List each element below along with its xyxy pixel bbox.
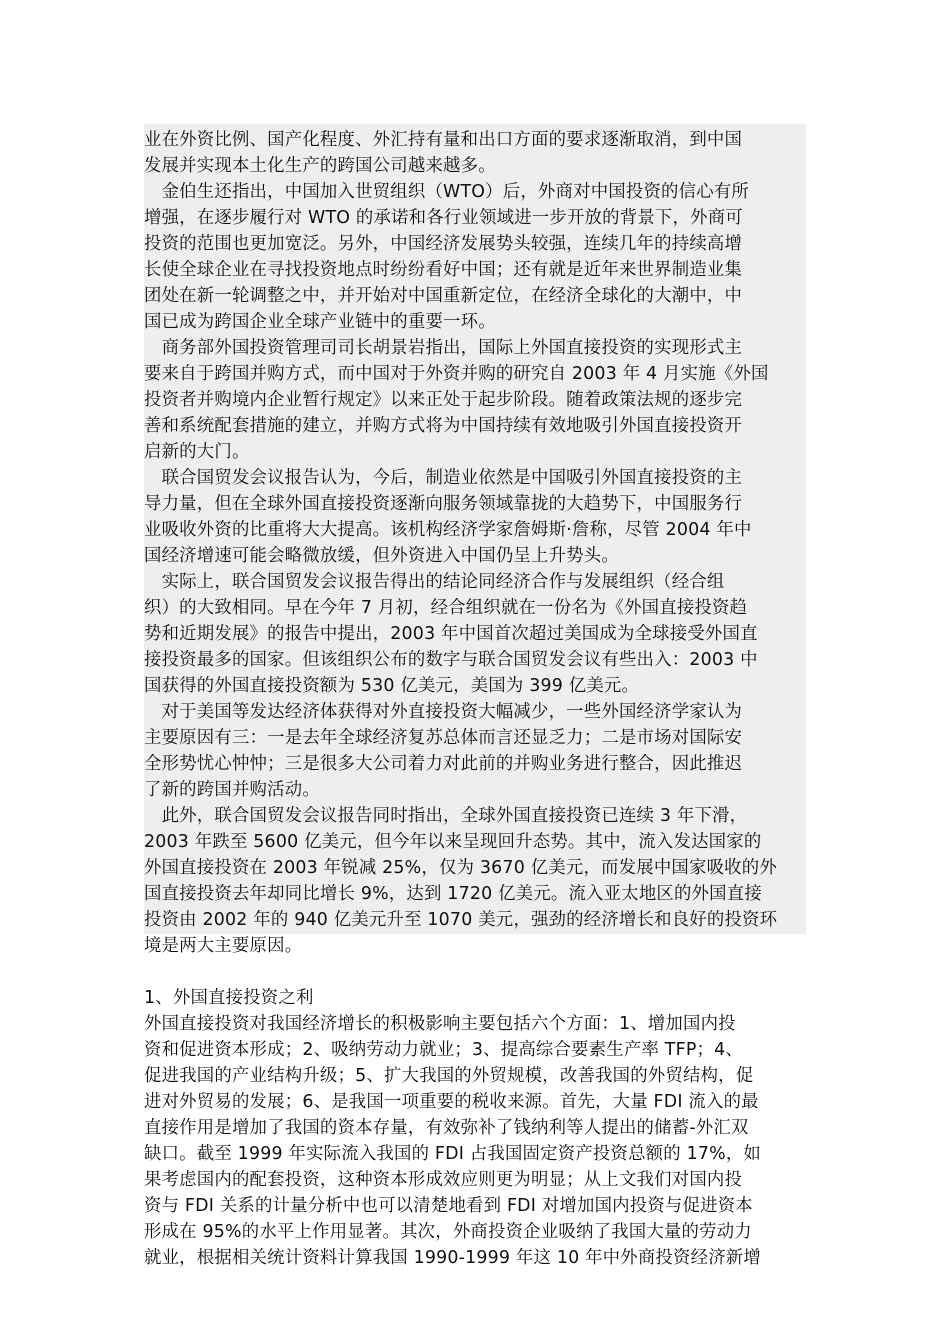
text-line: 投资者并购境内企业暂行规定》以来正处于起步阶段。随着政策法规的逐步完 (144, 390, 743, 410)
text-line: 实际上，联合国贸发会议报告得出的结论同经济合作与发展组织（经合组 (144, 572, 725, 592)
text-line: 主要原因有三：一是去年全球经济复苏总体而言还显乏力；二是市场对国际安 (144, 728, 743, 748)
text-line: 进对外贸易的发展；6、是我国一项重要的税收来源。首先，大量 FDI 流入的最 (144, 1092, 759, 1112)
text-line: 2003 年跌至 5600 亿美元，但今年以来呈现回升态势。其中，流入发达国家的 (144, 832, 762, 852)
text-line: 果考虑国内的配套投资，这种资本形成效应则更为明显；从上文我们对国内投 (144, 1170, 743, 1190)
text-line: 投资由 2002 年的 940 亿美元升至 1070 美元，强劲的经济增长和良好的投资环 (144, 910, 778, 930)
text-line: 善和系统配套措施的建立，并购方式将为中国持续有效地吸引外国直接投资开 (144, 416, 743, 436)
text-line: 国获得的外国直接投资额为 530 亿美元，美国为 399 亿美元。 (144, 676, 640, 696)
text-column (144, 127, 806, 1271)
text-line: 外国直接投资在 2003 年锐减 25%，仅为 3670 亿美元，而发展中国家吸收的外 (144, 858, 777, 878)
text-line: 全形势忧心忡忡；三是很多大公司着力对此前的并购业务进行整合，因此推迟 (144, 754, 743, 774)
text-line: 团处在新一轮调整之中，并开始对中国重新定位，在经济全球化的大潮中，中 (144, 286, 743, 306)
text-line: 直接作用是增加了我国的资本存量，有效弥补了钱纳利等人提出的储蓄-外汇双 (144, 1118, 749, 1138)
text-line: 势和近期发展》的报告中提出，2003 年中国首次超过美国成为全球接受外国直 (144, 624, 758, 644)
text-line: 形成在 95%的水平上作用显著。其次，外商投资企业吸纳了我国大量的劳动力 (144, 1222, 752, 1242)
text-line: 业吸收外资的比重将大大提高。该机构经济学家詹姆斯·詹称，尽管 2004 年中 (144, 520, 752, 540)
text-line: 接投资最多的国家。但该组织公布的数字与联合国贸发会议有些出入：2003 中 (144, 650, 758, 670)
text-line: 导力量，但在全球外国直接投资逐渐向服务领域靠拢的大趋势下，中国服务行 (144, 494, 743, 514)
text-line: 业在外资比例、国产化程度、外汇持有量和出口方面的要求逐渐取消，到中国 (144, 130, 743, 150)
text-line: 国直接投资去年却同比增长 9%，达到 1720 亿美元。流入亚太地区的外国直接 (144, 884, 762, 904)
section-heading: 1、外国直接投资之利 (144, 988, 314, 1008)
text-line: 外国直接投资对我国经济增长的积极影响主要包括六个方面：1、增加国内投 (144, 1014, 736, 1034)
text-line: 国已成为跨国企业全球产业链中的重要一环。 (144, 312, 496, 332)
text-line: 对于美国等发达经济体获得对外直接投资大幅减少，一些外国经济学家认为 (144, 702, 743, 722)
text-line: 发展并实现本土化生产的跨国公司越来越多。 (144, 156, 496, 176)
text-line: 启新的大门。 (144, 442, 250, 462)
text-line: 就业，根据相关统计资料计算我国 1990-1999 年这 10 年中外商投资经济新增 (144, 1248, 761, 1268)
text-line: 此外，联合国贸发会议报告同时指出，全球外国直接投资已连续 3 年下滑， (144, 806, 748, 826)
text-line: 长使全球企业在寻找投资地点时纷纷看好中国；还有就是近年来世界制造业集 (144, 260, 743, 280)
text-line: 增强，在逐步履行对 WTO 的承诺和各行业领域进一步开放的背景下，外商可 (144, 208, 743, 228)
text-line: 金伯生还指出，中国加入世贸组织（WTO）后，外商对中国投资的信心有所 (144, 182, 750, 202)
text-line: 织）的大致相同。早在今年 7 月初，经合组织就在一份名为《外国直接投资趋 (144, 598, 748, 618)
text-line: 了新的跨国并购活动。 (144, 780, 320, 800)
text-line: 促进我国的产业结构升级；5、扩大我国的外贸规模，改善我国的外贸结构，促 (144, 1066, 754, 1086)
text-line: 商务部外国投资管理司司长胡景岩指出，国际上外国直接投资的实现形式主 (144, 338, 743, 358)
text-line: 要来自于跨国并购方式，而中国对于外资并购的研究自 2003 年 4 月实施《外国 (144, 364, 769, 384)
text-line: 联合国贸发会议报告认为，今后，制造业依然是中国吸引外国直接投资的主 (144, 468, 743, 488)
text-line: 投资的范围也更加宽泛。另外，中国经济发展势头较强，连续几年的持续高增 (144, 234, 743, 254)
paragraph-gap (144, 959, 806, 985)
text-line: 缺口。截至 1999 年实际流入我国的 FDI 占我国固定资产投资总额的 17%，如 (144, 1144, 762, 1164)
text-line: 资和促进资本形成；2、吸纳劳动力就业；3、提高综合要素生产率 TFP；4、 (144, 1040, 743, 1060)
text-line: 国经济增速可能会略微放缓，但外资进入中国仍呈上升势头。 (144, 546, 619, 566)
text-line: 境是两大主要原因。 (144, 936, 303, 956)
text-line: 资与 FDI 关系的计量分析中也可以清楚地看到 FDI 对增加国内投资与促进资本 (144, 1196, 753, 1216)
